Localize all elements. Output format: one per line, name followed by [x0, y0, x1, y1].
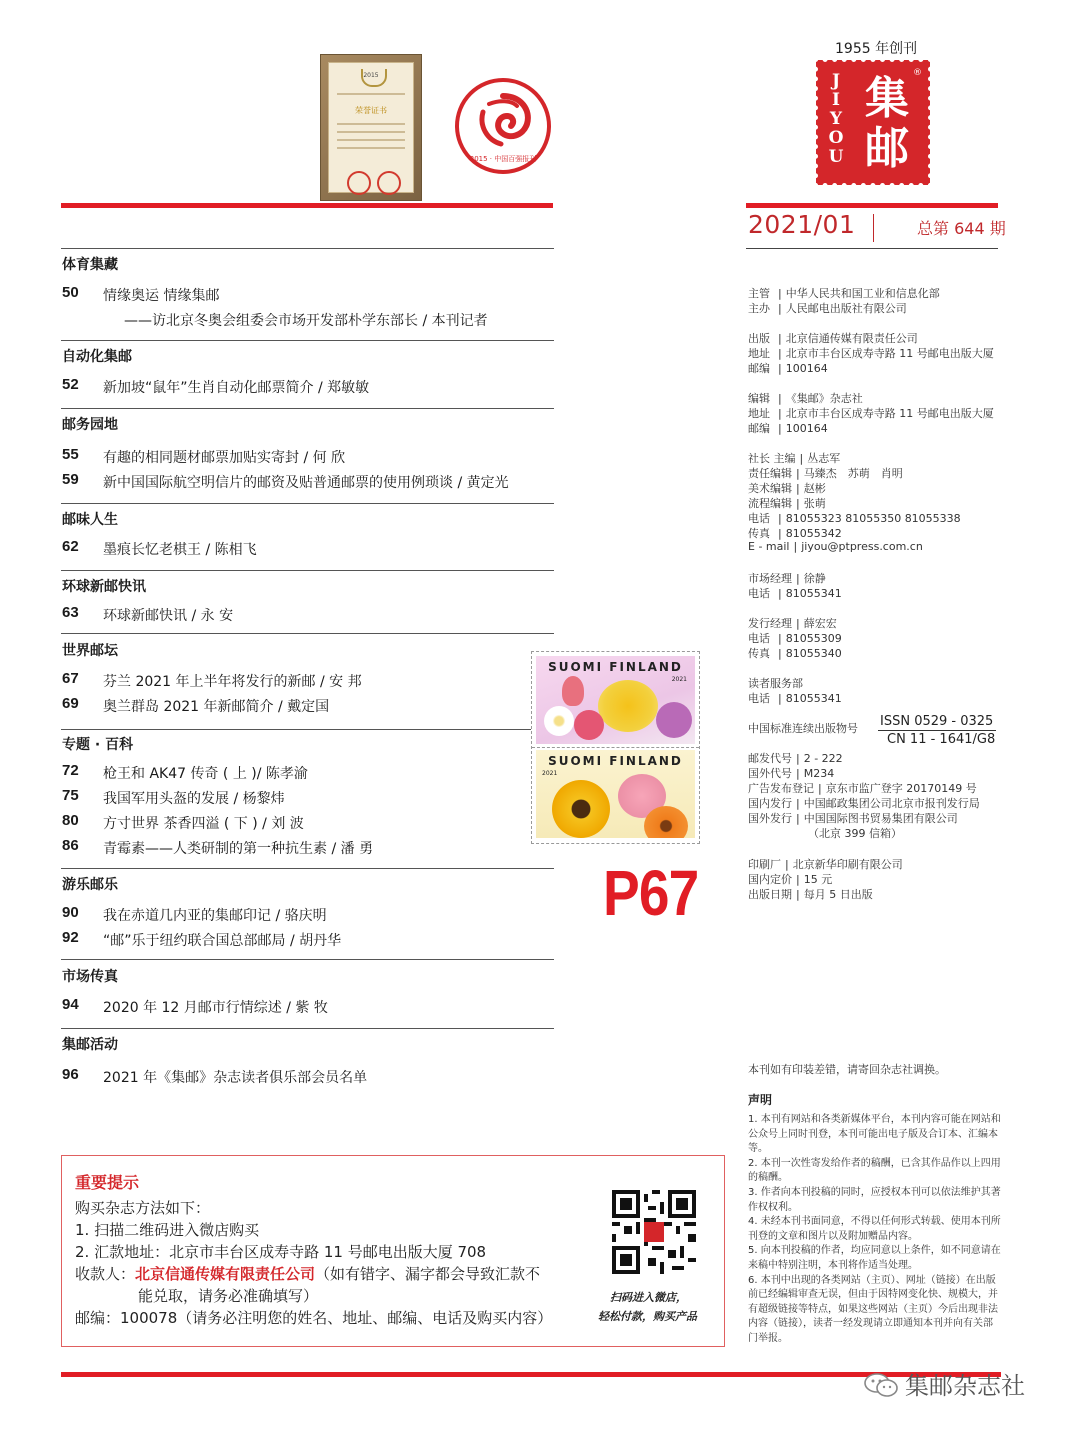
- toc-entry[interactable]: 方寸世界 茶香四溢 ( 下 ) / 刘 波: [103, 816, 304, 832]
- colophon-line: 国外发行 | 中国国际图书贸易集团有限公司: [748, 812, 958, 825]
- colophon-value: 每月 5 日出版: [803, 888, 873, 901]
- award-badge-text: 2015 · 中国百强报刊: [469, 155, 537, 163]
- declaration-item: 6. 本刊中出现的各类网站（主页）、网址（链接）在出版前已经编辑审查无误，但由于因特网变化快、规模大，并有超级链接等特点，如果这些网站（主页）今后出现非法内容（链接），读者一经发现请立即通知本刊并向有关部门举报。: [748, 1274, 998, 1344]
- section-divider: [61, 868, 554, 869]
- colophon-key: 传真: [748, 527, 770, 540]
- toc-entry[interactable]: ——访北京冬奥会组委会市场开发部朴学东部长 / 本刊记者: [124, 313, 488, 329]
- colophon-value: （北京 399 信箱）: [808, 827, 902, 840]
- colophon-key: 出版日期: [748, 888, 792, 901]
- certificate-title: 荣誉证书: [355, 106, 387, 115]
- divider: [746, 248, 998, 249]
- colophon-line: 电话 | 81055341: [748, 692, 842, 705]
- toc-entry[interactable]: 墨痕长忆老棋王 / 陈相飞: [103, 542, 257, 558]
- section-divider: [61, 633, 554, 634]
- colophon-value: 81055342: [785, 527, 842, 540]
- colophon-key: 责任编辑: [748, 467, 792, 480]
- colophon-value: 81055341: [785, 692, 842, 705]
- colophon-value: M234: [803, 767, 835, 780]
- section-title: 邮味人生: [62, 512, 118, 528]
- colophon-line: 电话 | 81055323 81055350 81055338: [748, 512, 961, 525]
- misprint-notice: 本刊如有印装差错，请寄回杂志社调换。: [748, 1063, 946, 1076]
- toc-entry[interactable]: 我在赤道几内亚的集邮印记 / 骆庆明: [103, 908, 327, 924]
- founded-tagline: 1955 年创刊: [835, 41, 918, 57]
- colophon-key: 主办: [748, 302, 770, 315]
- colophon-line: 地址 | 北京市丰台区成寿寺路 11 号邮电出版大厦: [748, 407, 994, 420]
- section-title: 市场传真: [62, 969, 118, 985]
- declaration-item: 2. 本刊一次性寄发给作者的稿酬，已含其作品作以上四用的稿酬。: [748, 1157, 1001, 1184]
- finland-stamp-image: [531, 651, 700, 844]
- colophon-key: 发行经理: [748, 617, 792, 630]
- colophon-line: 社长 主编 | 丛志军: [748, 452, 841, 465]
- colophon-line: 传真 | 81055342: [748, 527, 842, 540]
- colophon-key: 地址: [748, 347, 770, 360]
- toc-page-number: 52: [62, 376, 79, 393]
- section-divider: [61, 729, 531, 730]
- colophon-key: 国外发行: [748, 812, 792, 825]
- colophon-value: 81055340: [785, 647, 842, 660]
- colophon-value: 张萌: [803, 497, 826, 510]
- top-rule-right: [746, 203, 998, 208]
- colophon-line: 流程编辑 | 张萌: [748, 497, 826, 510]
- colophon-line: 美术编辑 | 赵彬: [748, 482, 826, 495]
- issue-date: 2021/01: [748, 210, 856, 239]
- toc-page-number: 72: [62, 762, 79, 779]
- colophon-value: 北京信通传媒有限责任公司: [785, 332, 918, 345]
- toc-entry[interactable]: 有趣的相同题材邮票加贴实寄封 / 何 欣: [103, 450, 346, 466]
- colophon-line: 印刷厂 | 北京新华印刷有限公司: [748, 858, 903, 871]
- section-divider: [61, 340, 554, 341]
- colophon-line: [748, 675, 803, 691]
- toc-page-number: 96: [62, 1066, 79, 1083]
- colophon-value: 赵彬: [803, 482, 826, 495]
- qr-caption: 扫码进入微店，: [610, 1291, 687, 1304]
- colophon-key: 编辑: [748, 392, 770, 405]
- declaration-item: 1. 本刊有网站和各类新媒体平台，本刊内容可能在网站和公众号上同时刊登，本刊可能出电子版及合订本、汇编本等。: [748, 1114, 1001, 1155]
- colophon-key: 国外代号: [748, 767, 792, 780]
- colophon-line: 传真 | 81055340: [748, 647, 842, 660]
- notice-title: 重要提示: [75, 1173, 140, 1192]
- toc-entry[interactable]: 环球新邮快讯 / 永 安: [103, 608, 234, 624]
- declaration-text: [748, 1113, 1002, 1347]
- section-divider: [61, 248, 554, 249]
- colophon-key: 国内发行: [748, 797, 792, 810]
- colophon-line: 电话 | 81055341: [748, 587, 842, 600]
- notice-line: 邮编：100078（请务必注明您的姓名、地址、邮编、电话及购买内容）: [75, 1309, 553, 1327]
- colophon-value: 100164: [785, 362, 828, 375]
- section-title: 游乐邮乐: [62, 877, 118, 893]
- stamp-label-bottom: SUOMI FINLAND: [548, 754, 683, 768]
- toc-page-number: 50: [62, 284, 79, 301]
- colophon-line: 主办 | 人民邮电出版社有限公司: [748, 302, 907, 315]
- section-divider: [61, 959, 554, 960]
- divider: [873, 214, 874, 242]
- toc-page-number: 62: [62, 538, 79, 555]
- section-title: 集邮活动: [62, 1037, 118, 1053]
- colophon-key: 电话: [748, 632, 770, 645]
- colophon-line: 邮编 | 100164: [748, 422, 828, 435]
- payee-note: （如有错字、漏字都会导致汇款不: [315, 1265, 541, 1283]
- colophon-line: 邮编 | 100164: [748, 362, 828, 375]
- colophon-key: 广告发布登记: [748, 782, 814, 795]
- honor-certificate-image: [320, 54, 422, 201]
- declaration-title: 声明: [748, 1093, 773, 1107]
- section-title: 体育集藏: [62, 257, 118, 273]
- award-badge-logo: [455, 78, 551, 174]
- colophon-key: 社长 主编: [748, 452, 796, 465]
- notice-line: 能兑取，请务必准确填写）: [138, 1287, 319, 1305]
- colophon-key: 邮编: [748, 362, 770, 375]
- top-rule: [61, 203, 553, 208]
- toc-page-number: 90: [62, 904, 79, 921]
- colophon-value: 中国邮政集团公司北京市报刊发行局: [803, 797, 980, 810]
- toc-entry[interactable]: 芬兰 2021 年上半年将发行的新邮 / 安 邦: [103, 674, 362, 690]
- colophon-line: 编辑 | 《集邮》杂志社: [748, 392, 863, 405]
- colophon-value: 中华人民共和国工业和信息化部: [785, 287, 940, 300]
- colophon-value: 2 - 222: [803, 752, 843, 765]
- wechat-icon: [863, 1372, 901, 1398]
- colophon-line: [748, 825, 902, 841]
- colophon-key: 市场经理: [748, 572, 792, 585]
- colophon-value: 京东市监广登字 20170149 号: [825, 782, 977, 795]
- notice-line: 购买杂志方法如下：: [75, 1199, 211, 1217]
- colophon-key: 读者服务部: [748, 677, 803, 690]
- colophon-value: 《集邮》杂志社: [785, 392, 863, 405]
- colophon-key: 主管: [748, 287, 770, 300]
- section-divider: [61, 1028, 554, 1029]
- toc-page-number: 67: [62, 670, 79, 687]
- colophon-key: 电话: [748, 512, 770, 525]
- declaration-item: 5. 向本刊投稿的作者，均应同意以上条件，如不同意请在来稿中特别注明，本刊将作适当处理。: [748, 1245, 1001, 1271]
- colophon-key: 国内定价: [748, 873, 792, 886]
- colophon-value: 中国国际图书贸易集团有限公司: [803, 812, 958, 825]
- toc-page-number: 69: [62, 695, 79, 712]
- colophon-value: 人民邮电出版社有限公司: [785, 302, 907, 315]
- colophon-key: 邮发代号: [748, 752, 792, 765]
- colophon-line: 国内发行 | 中国邮政集团公司北京市报刊发行局: [748, 797, 980, 810]
- colophon-key: E - mail: [748, 540, 790, 553]
- logo-pinyin: J I Y O U: [828, 71, 844, 167]
- toc-entry[interactable]: 新中国国际航空明信片的邮资及贴普通邮票的使用例琐谈 / 黄定光: [103, 475, 509, 491]
- colophon-key: 流程编辑: [748, 497, 792, 510]
- colophon-key: 地址: [748, 407, 770, 420]
- page-reference: P67: [603, 857, 699, 929]
- colophon-line: 地址 | 北京市丰台区成寿寺路 11 号邮电出版大厦: [748, 347, 994, 360]
- colophon-key: 电话: [748, 587, 770, 600]
- wechat-account-name: 集邮杂志社: [905, 1372, 1025, 1400]
- qr-caption: 轻松付款，购买产品: [598, 1310, 697, 1323]
- colophon-line: 邮发代号 | 2 - 222: [748, 752, 843, 765]
- logo-hanzi: 集 邮: [865, 73, 909, 174]
- toc-page-number: 80: [62, 812, 79, 829]
- certificate-year: 2015: [363, 72, 379, 79]
- toc-page-number: 63: [62, 604, 79, 621]
- colophon-value: 北京市丰台区成寿寺路 11 号邮电出版大厦: [785, 347, 994, 360]
- colophon-key: 传真: [748, 647, 770, 660]
- section-title: 邮务园地: [62, 417, 118, 433]
- colophon-value: 81055341: [785, 587, 842, 600]
- payee-name: 北京信通传媒有限责任公司: [135, 1265, 316, 1283]
- colophon-value: jiyou@ptpress.com.cn: [801, 540, 923, 553]
- toc-entry[interactable]: 新加坡“鼠年”生肖自动化邮票简介 / 郑敏敏: [103, 380, 370, 396]
- colophon-line: 国内定价 | 15 元: [748, 873, 833, 886]
- toc-page-number: 86: [62, 837, 79, 854]
- issue-number: 总第 644 期: [917, 219, 1006, 238]
- colophon-value: 100164: [785, 422, 828, 435]
- colophon-key: 邮编: [748, 422, 770, 435]
- colophon-line: 出版 | 北京信通传媒有限责任公司: [748, 332, 918, 345]
- colophon-line: 电话 | 81055309: [748, 632, 842, 645]
- toc-entry[interactable]: 情缘奥运 情缘集邮: [103, 288, 220, 304]
- toc-page-number: 59: [62, 471, 79, 488]
- toc-entry[interactable]: 青霉素——人类研制的第一种抗生素 / 潘 勇: [103, 841, 374, 857]
- colophon-key: 中国标准连续出版物号: [748, 722, 858, 735]
- notice-payee-line: [75, 1263, 540, 1284]
- payee-label: 收款人：: [75, 1265, 136, 1283]
- section-divider: [61, 570, 554, 571]
- colophon-value: 徐静: [803, 572, 826, 585]
- colophon-key: 电话: [748, 692, 770, 705]
- section-title: 专题 · 百科: [62, 737, 134, 753]
- colophon-line: [748, 720, 858, 736]
- colophon-value: 北京新华印刷有限公司: [792, 858, 903, 871]
- registered-mark: ®: [913, 68, 922, 78]
- stamp-year-bottom: 2021: [542, 770, 558, 777]
- colophon-key: 印刷厂: [748, 858, 781, 871]
- section-divider: [61, 408, 554, 409]
- colophon-line: 国外代号 | M234: [748, 767, 835, 780]
- stamp-year: 2021: [671, 676, 687, 683]
- toc-entry[interactable]: 奥兰群岛 2021 年新邮简介 / 戴定国: [103, 699, 330, 715]
- section-title: 自动化集邮: [62, 349, 132, 365]
- toc-entry[interactable]: 我国军用头盔的发展 / 杨黎炜: [103, 791, 285, 807]
- issn: ISSN 0529 - 0325: [880, 714, 994, 729]
- colophon-line: 责任编辑 | 马臻杰 苏萌 肖明: [748, 467, 903, 480]
- colophon-line: 发行经理 | 薛宏宏: [748, 617, 837, 630]
- notice-line: 2. 汇款地址：北京市丰台区成寿寺路 11 号邮电出版大厦 708: [75, 1243, 487, 1261]
- divider: [878, 730, 996, 731]
- section-title: 世界邮坛: [62, 643, 118, 659]
- toc-page-number: 92: [62, 929, 79, 946]
- colophon-value: 丛志军: [807, 452, 841, 465]
- colophon-value: 81055309: [785, 632, 842, 645]
- cn-number: CN 11 - 1641/G8: [887, 732, 996, 747]
- colophon-value: 薛宏宏: [803, 617, 837, 630]
- qr-code[interactable]: [612, 1190, 696, 1274]
- toc-entry[interactable]: “邮”乐于纽约联合国总部邮局 / 胡丹华: [103, 933, 342, 949]
- colophon-value: 15 元: [803, 873, 833, 886]
- section-title: 环球新邮快讯: [62, 579, 146, 595]
- declaration-item: 4. 未经本刊书面同意，不得以任何形式转载、使用本刊所刊登的文章和图片以及附加赠品内容。: [748, 1216, 1001, 1242]
- toc-page-number: 55: [62, 446, 79, 463]
- toc-entry[interactable]: 枪王和 AK47 传奇 ( 上 )/ 陈孝渝: [103, 766, 308, 782]
- colophon-value: 北京市丰台区成寿寺路 11 号邮电出版大厦: [785, 407, 994, 420]
- jiyou-logo: [816, 60, 930, 185]
- toc-page-number: 75: [62, 787, 79, 804]
- colophon-value: 81055323 81055350 81055338: [785, 512, 961, 525]
- colophon-key: 出版: [748, 332, 770, 345]
- colophon-line: 主管 | 中华人民共和国工业和信息化部: [748, 287, 940, 300]
- toc-entry[interactable]: 2020 年 12 月邮市行情综述 / 紫 牧: [103, 1000, 328, 1016]
- notice-line: 1. 扫描二维码进入微店购买: [75, 1221, 260, 1239]
- toc-page-number: 94: [62, 996, 79, 1013]
- colophon-line: 市场经理 | 徐静: [748, 572, 826, 585]
- colophon-line: E - mail | jiyou@ptpress.com.cn: [748, 540, 923, 553]
- toc-entry[interactable]: 2021 年《集邮》杂志读者俱乐部会员名单: [103, 1070, 368, 1086]
- colophon-value: 马臻杰 苏萌 肖明: [803, 467, 903, 480]
- section-divider: [61, 503, 554, 504]
- bottom-rule: [61, 1372, 1001, 1377]
- stamp-label-top: SUOMI FINLAND: [548, 660, 683, 674]
- declaration-item: 3. 作者向本刊投稿的同时，应授权本刊可以依法维护其著作权权利。: [748, 1186, 1001, 1213]
- colophon-line: 出版日期 | 每月 5 日出版: [748, 888, 873, 901]
- colophon-line: 广告发布登记 | 京东市监广登字 20170149 号: [748, 782, 977, 795]
- colophon-key: 美术编辑: [748, 482, 792, 495]
